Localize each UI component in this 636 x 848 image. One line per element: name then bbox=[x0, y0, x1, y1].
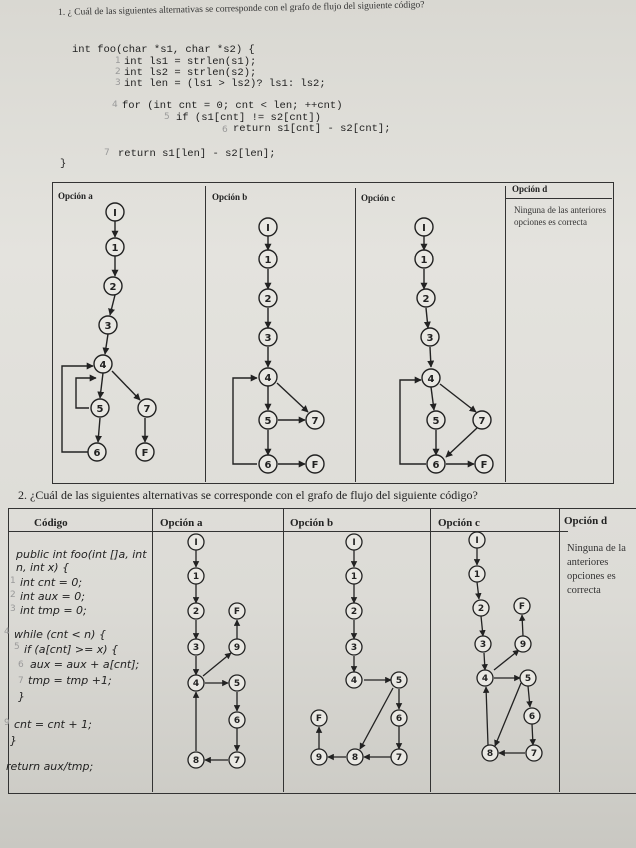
graph-node: 2 bbox=[264, 294, 272, 305]
graph-node: 7 bbox=[530, 749, 538, 759]
q2-annotation: 4 bbox=[4, 627, 10, 637]
q1-annotation: 1 bbox=[115, 56, 121, 66]
graph-node: 2 bbox=[422, 294, 430, 305]
graph-node: 9 bbox=[519, 640, 527, 650]
graph-node: 2 bbox=[109, 282, 117, 293]
graph-node: F bbox=[315, 714, 323, 724]
q1-code-line-2: int ls1 = strlen(s1); bbox=[124, 56, 257, 68]
q1-option-d-text: Ninguna de las anteriores opciones es correcta bbox=[514, 205, 606, 227]
q2-option-c-label: Opción c bbox=[438, 517, 480, 529]
graph-node: 2 bbox=[350, 607, 358, 617]
q2-annotation: 7 bbox=[18, 676, 24, 686]
graph-node: 9 bbox=[233, 643, 241, 653]
graph-node: 2 bbox=[192, 607, 200, 617]
q2-code-line: int cnt = 0; bbox=[20, 576, 83, 589]
q2-code-line: n, int x) { bbox=[16, 561, 70, 574]
q1-code-line-9: } bbox=[60, 158, 67, 170]
q1-annotation: 7 bbox=[104, 148, 110, 158]
graph-node: I bbox=[352, 538, 356, 548]
graph-node: 7 bbox=[143, 404, 151, 415]
q1-code-line-1: int foo(char *s1, char *s2) { bbox=[72, 44, 255, 56]
q2-code-line: tmp = tmp +1; bbox=[28, 674, 112, 687]
q2-annotation: 5 bbox=[14, 642, 20, 652]
graph-node: 5 bbox=[96, 404, 104, 415]
q2-code-line: public int foo(int []a, int bbox=[16, 548, 147, 561]
graph-node: 3 bbox=[350, 643, 358, 653]
graph-node: 7 bbox=[478, 416, 486, 427]
graph-node: 3 bbox=[192, 643, 200, 653]
graph-node: 2 bbox=[477, 604, 485, 614]
q2-code-line: aux = aux + a[cnt]; bbox=[30, 658, 140, 671]
q1-annotation: 5 bbox=[164, 112, 170, 122]
graph-node: I bbox=[422, 223, 426, 234]
graph-node: 3 bbox=[264, 333, 272, 344]
q2-code-line: int tmp = 0; bbox=[20, 604, 87, 617]
graph-node: F bbox=[480, 460, 488, 471]
graph-node: I bbox=[475, 536, 479, 546]
q1-annotation: 3 bbox=[115, 78, 121, 88]
q2-option-d-label: Opción d bbox=[564, 515, 608, 527]
graph-node: 9 bbox=[315, 753, 323, 763]
graph-node: I bbox=[113, 208, 117, 219]
q1-option-d-label: Opción d bbox=[512, 184, 548, 194]
graph-node: 7 bbox=[311, 416, 319, 427]
graph-node: 1 bbox=[350, 572, 358, 582]
graph-node: F bbox=[311, 460, 319, 471]
q1-option-a-label: Opción a bbox=[58, 191, 93, 201]
q1-code-line-8: return s1[len] - s2[len]; bbox=[118, 148, 276, 160]
q1-annotation: 4 bbox=[112, 100, 118, 110]
graph-node: I bbox=[266, 223, 270, 234]
q1-option-c-label: Opción c bbox=[361, 193, 396, 203]
graph-node: 4 bbox=[264, 373, 272, 384]
q2-code-line: } bbox=[10, 734, 17, 747]
graph-node: 8 bbox=[351, 753, 359, 763]
q1-code-line-3: int ls2 = strlen(s2); bbox=[124, 67, 257, 79]
graph-node: 7 bbox=[233, 756, 241, 766]
graph-node: F bbox=[233, 607, 241, 617]
q1-annotation: 6 bbox=[222, 125, 228, 135]
graph-node: 5 bbox=[524, 674, 532, 684]
graph-node: 6 bbox=[93, 448, 101, 459]
graph-node: 3 bbox=[479, 640, 487, 650]
q1-code-line-6: if (s1[cnt] != s2[cnt]) bbox=[176, 112, 321, 124]
q2-code-line: return aux/tmp; bbox=[6, 760, 94, 773]
graph-node: 1 bbox=[192, 572, 200, 582]
q2-annotation: 1 bbox=[10, 576, 16, 586]
graph-node: 8 bbox=[192, 756, 200, 766]
graph-node: 5 bbox=[432, 416, 440, 427]
q2-annotation: 3 bbox=[10, 604, 16, 614]
graph-node: 3 bbox=[426, 333, 434, 344]
graph-node: 3 bbox=[104, 321, 112, 332]
graph-node: 8 bbox=[486, 749, 494, 759]
graph-node: 1 bbox=[264, 255, 272, 266]
graph-node: 5 bbox=[395, 676, 403, 686]
q1-code-line-7: return s1[cnt] - s2[cnt]; bbox=[233, 123, 391, 135]
graph-node: 4 bbox=[350, 676, 358, 686]
graph-node: 6 bbox=[432, 460, 440, 471]
q2-annotation: 6 bbox=[18, 660, 24, 670]
graph-node: 6 bbox=[264, 460, 272, 471]
q1-code-line-5: for (int cnt = 0; cnt < len; ++cnt) bbox=[122, 100, 343, 112]
q2-code-line: while (cnt < n) { bbox=[14, 628, 106, 641]
graph-node: 4 bbox=[192, 679, 200, 689]
graph-node: 1 bbox=[473, 570, 481, 580]
question-1-title: 1. ¿ Cuál de las siguientes alternativas se corresponde con el grafo de flujo del siguiente código? bbox=[58, 0, 425, 18]
graph-node: 6 bbox=[395, 714, 403, 724]
graph-node: F bbox=[141, 448, 149, 459]
q1-option-b-label: Opción b bbox=[212, 192, 248, 202]
q2-option-d-text: Ninguna de la anteriores opciones es correcta bbox=[567, 543, 626, 596]
q2-annotation: 2 bbox=[10, 590, 16, 600]
graph-node: 6 bbox=[233, 716, 241, 726]
graph-node: 7 bbox=[395, 753, 403, 763]
graph-node: I bbox=[194, 538, 198, 548]
graph-node: 6 bbox=[528, 712, 536, 722]
graph-node: 4 bbox=[99, 360, 107, 371]
q2-code-line: } bbox=[18, 690, 25, 703]
graph-node: 4 bbox=[427, 374, 435, 385]
q2-code-header: Código bbox=[34, 517, 68, 529]
q1-annotation: 2 bbox=[115, 67, 121, 77]
graph-node: 4 bbox=[481, 674, 489, 684]
graph-node: 5 bbox=[233, 679, 241, 689]
q2-code-line: cnt = cnt + 1; bbox=[14, 718, 92, 731]
q2-code-line: int aux = 0; bbox=[20, 590, 85, 603]
graph-node: 5 bbox=[264, 416, 272, 427]
q2-option-a-label: Opción a bbox=[160, 517, 203, 529]
question-2-title: 2. ¿Cuál de las siguientes alternativas se corresponde con el grafo de flujo del siguiente código? bbox=[18, 488, 478, 502]
graph-node: 1 bbox=[420, 255, 428, 266]
graph-node: 1 bbox=[111, 243, 119, 254]
q2-code-line: if (a[cnt] >= x) { bbox=[24, 643, 119, 656]
q2-annotation: 9 bbox=[4, 718, 10, 728]
q1-code-line-4: int len = (ls1 > ls2)? ls1: ls2; bbox=[124, 78, 326, 90]
q2-option-b-label: Opción b bbox=[290, 517, 334, 529]
graph-node: F bbox=[518, 602, 526, 612]
